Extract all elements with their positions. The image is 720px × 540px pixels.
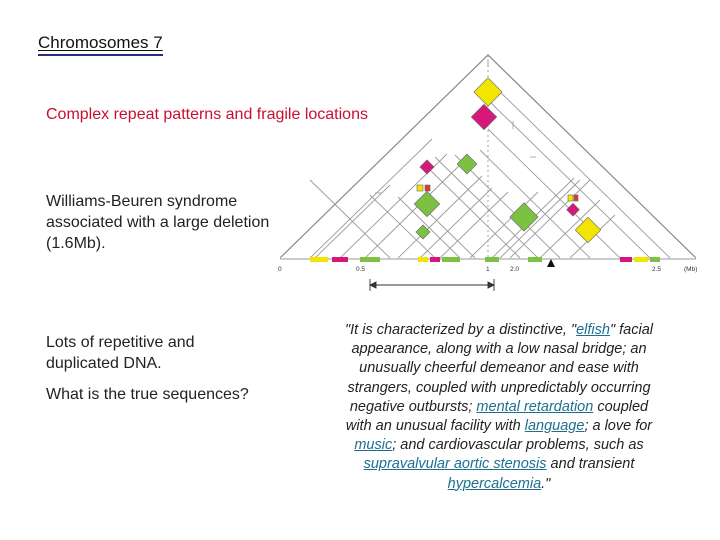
axis-label-2-0: 2.0 — [510, 266, 520, 273]
axis-label-0-5: 0.5 — [356, 266, 366, 273]
true-sequence-question: What is the true sequences? — [46, 386, 249, 403]
chromosome-repeat-diagram — [270, 45, 710, 295]
repetitive-dna-text: Lots of repetitive and duplicated DNA. — [46, 334, 195, 372]
link-elfish[interactable]: elfish — [576, 322, 610, 338]
link-supravalvular-aortic-stenosis[interactable]: supravalvular aortic stenosis — [363, 456, 547, 473]
slide-title: Chromosomes 7 — [38, 33, 163, 56]
williams-syndrome-quote: "It is characterized by a distinctive, "elfish" facial appearance, along with a low nasal bridge; an unusually cheerful demeanor and ease with strangers, coupled with unpredictably occurring negative outbursts; mental retardation coupled with an unusual facility with language; a love for music; and cardiovascular problems, such as supravalvular aortic stenosis and transient hypercalcemia." — [345, 322, 653, 492]
link-language[interactable]: language — [524, 418, 585, 435]
williams-beuren-text: Williams-Beuren syndrome associated with a large deletion (1.6Mb). — [46, 193, 270, 252]
link-music[interactable]: music — [354, 437, 393, 454]
red-heading: Complex repeat patterns and fragile locations — [46, 106, 368, 123]
axis-label-mb: (Mb) — [684, 266, 698, 273]
axis-label-2-5: 2.5 — [652, 266, 662, 273]
axis-label-1: 1 — [486, 266, 490, 273]
link-hypercalcemia[interactable]: hypercalcemia — [447, 475, 542, 492]
axis-label-0: 0 — [278, 266, 282, 273]
link-mental-retardation[interactable]: mental retardation — [476, 398, 594, 415]
